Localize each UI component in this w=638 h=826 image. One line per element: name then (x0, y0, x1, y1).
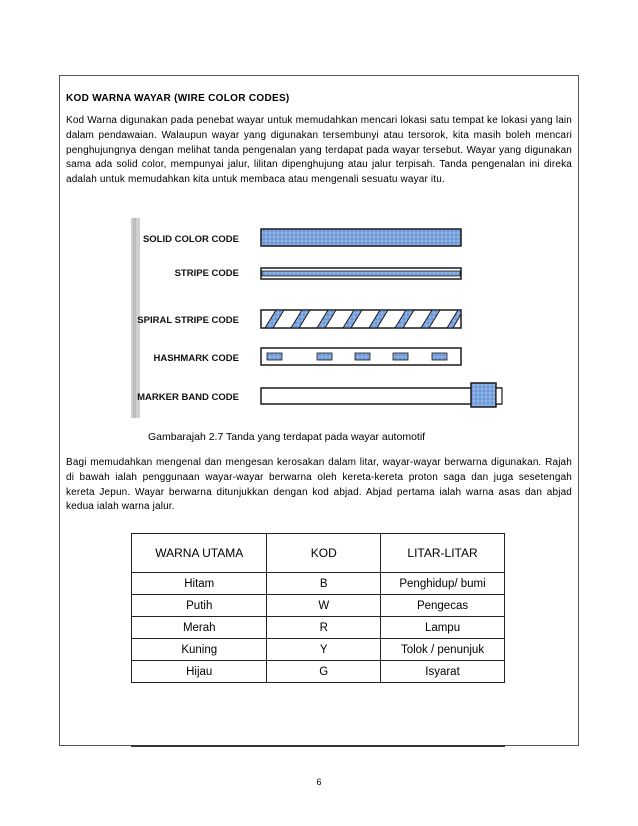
section-heading: KOD WARNA WAYAR (WIRE COLOR CODES) (66, 93, 290, 104)
wire-code-figure (131, 218, 515, 418)
cell-circuit: Pengecas (381, 595, 505, 617)
label-solid-color-code: SOLID COLOR CODE (142, 234, 239, 245)
cell-color: Kuning (132, 639, 267, 661)
table-row (132, 617, 505, 639)
label-stripe-code: STRIPE CODE (174, 268, 239, 279)
wire-stripe (261, 268, 461, 279)
cell-code: B (267, 573, 381, 595)
cell-circuit: Penghidup/ bumi (381, 573, 505, 595)
table-row (132, 661, 505, 683)
wire-marker-band (261, 383, 502, 407)
wire-color-code-table (131, 533, 505, 683)
figure-caption: Gambarajah 2.7 Tanda yang terdapat pada wayar automotif (148, 431, 426, 443)
label-marker-band-code: MARKER BAND CODE (137, 392, 239, 403)
wire-spiral-stripe (261, 310, 461, 328)
explanation-paragraph: Bagi memudahkan mengenal dan mengesan kerosakan dalam litar, wayar-wayar berwarna digunakan. Rajah di bawah ialah penggunaan wayar-wayar berwarna oleh kereta-kereta proton saga dan juga sesetengah kereta Jepun. Wayar berwarna ditunjukkan dengan kod abjad. Abjad pertama ialah warna asas dan abjad kedua ialah warna jalur. (66, 457, 572, 513)
cell-circuit: Lampu (381, 617, 505, 639)
table-row (132, 639, 505, 661)
cell-color: Merah (132, 617, 267, 639)
cell-code: Y (267, 639, 381, 661)
wire-hashmark (261, 348, 461, 365)
cell-circuit: Tolok / penunjuk (381, 639, 505, 661)
label-hashmark-code: HASHMARK CODE (153, 353, 239, 364)
intro-paragraph: Kod Warna digunakan pada penebat wayar untuk memudahkan mencari lokasi satu tempat ke lokasi yang lain dalam pendawaian. Walaupun wayar yang digunakan tersembunyi atau tersorok, kita masih boleh mencari penghujungnya dengan melihat tanda pengenalan yang terdapat pada wayar tersebut. Wayar yang digunakan sama ada solid color, mempunyai jalur, lilitan dipenghujung atau jalur terpisah. Tanda pengenalan ini direka adalah untuk memudahkan kita untuk membaca atau mengenali sesuatu wayar itu. (66, 115, 572, 186)
wire-solid-color (261, 229, 461, 246)
header-litar-litar: LITAR-LITAR (381, 534, 505, 573)
header-warna-utama: WARNA UTAMA (132, 534, 267, 573)
cell-color: Hitam (132, 573, 267, 595)
table-header-row (132, 534, 505, 573)
cell-code: R (267, 617, 381, 639)
page-number: 6 (316, 777, 322, 787)
header-kod: KOD (267, 534, 381, 573)
cell-color: Hijau (132, 661, 267, 683)
label-spiral-stripe-code: SPIRAL STRIPE CODE (137, 315, 239, 326)
cell-code: W (267, 595, 381, 617)
table-row (132, 595, 505, 617)
table-row (132, 573, 505, 595)
cell-code: G (267, 661, 381, 683)
cell-circuit: Isyarat (381, 661, 505, 683)
cell-color: Putih (132, 595, 267, 617)
bottom-divider (131, 745, 505, 747)
